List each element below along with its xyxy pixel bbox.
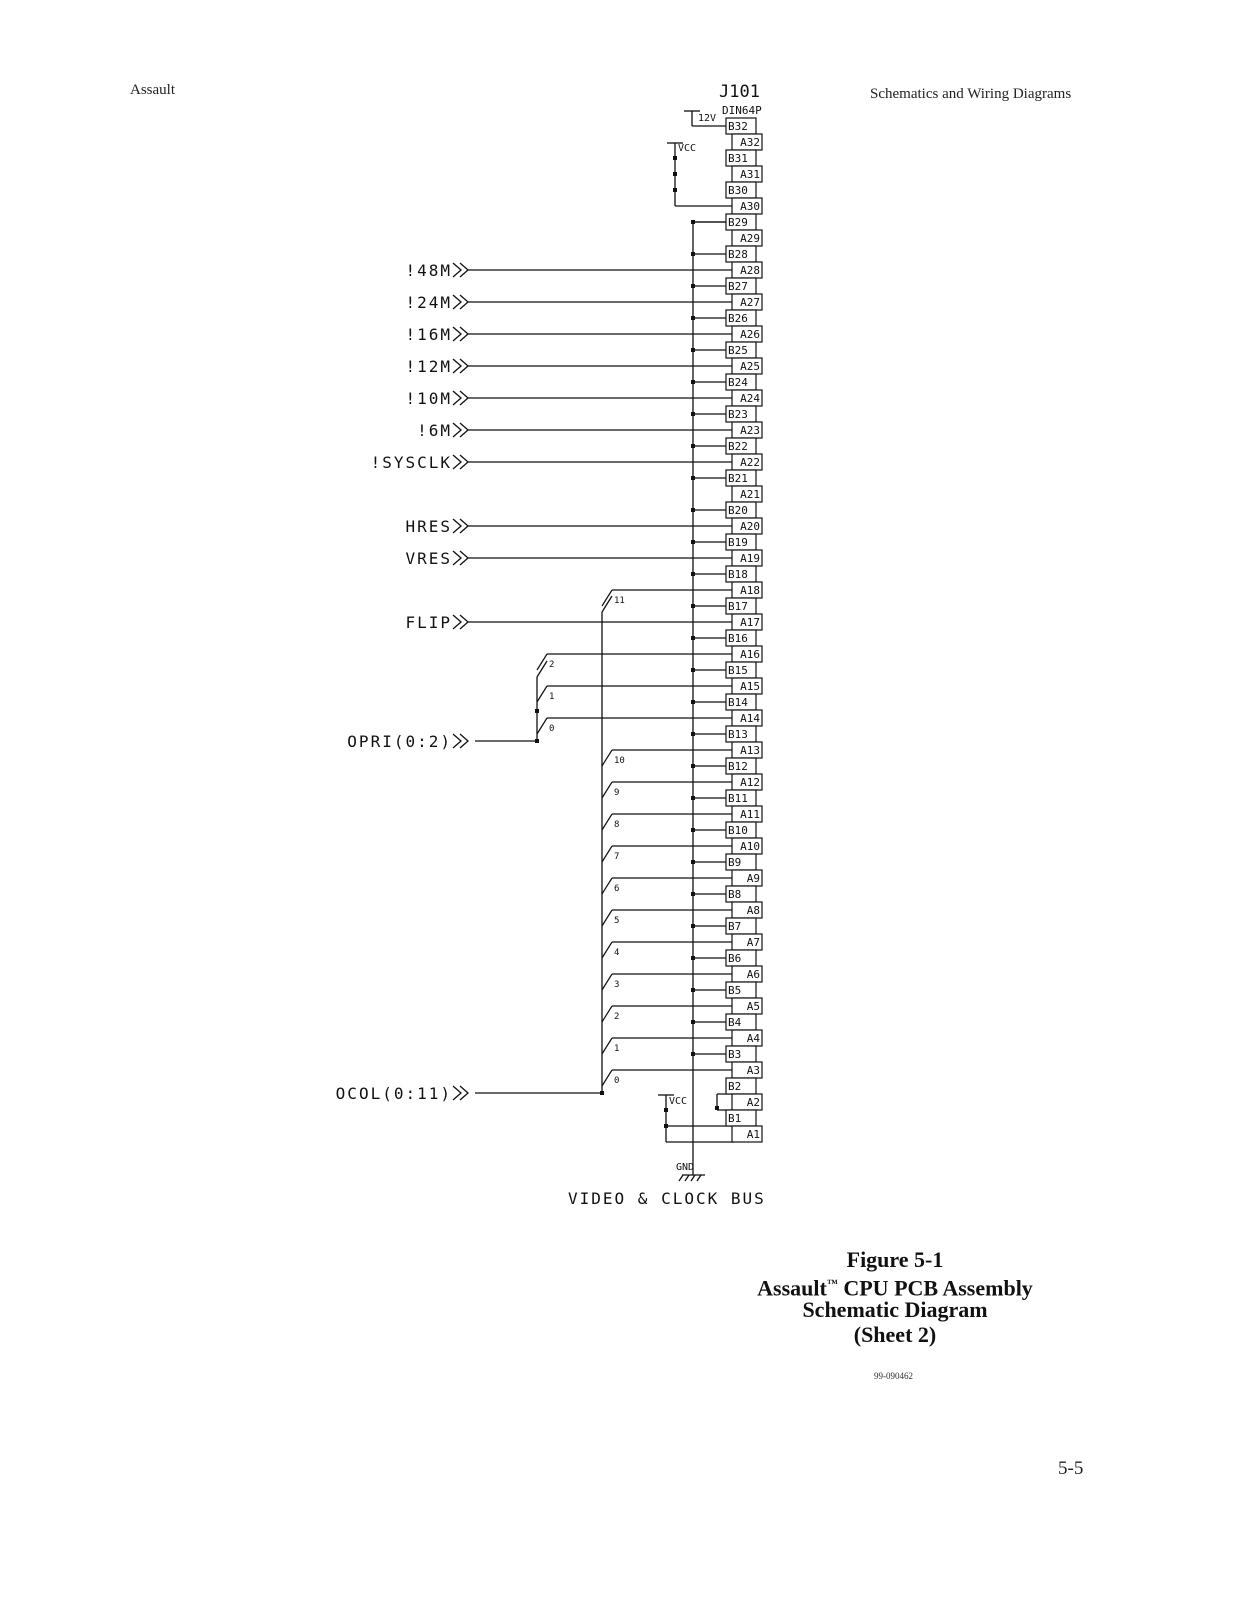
svg-text:A7: A7 — [746, 936, 760, 949]
ocol-bit-3 — [602, 974, 732, 990]
pin-a19 — [732, 550, 762, 566]
pin-a9 — [732, 870, 762, 886]
svg-text:A23: A23 — [740, 424, 760, 437]
signal-16m — [405, 325, 732, 344]
pin-a22 — [732, 454, 762, 470]
svg-text:!10M: !10M — [405, 389, 452, 408]
svg-text:A20: A20 — [740, 520, 760, 533]
gnd-junction — [691, 956, 695, 960]
pin-b19 — [726, 534, 756, 550]
svg-text:6: 6 — [614, 884, 620, 894]
pin-b31 — [726, 150, 756, 166]
pin-a4 — [732, 1030, 762, 1046]
gnd-junction — [691, 316, 695, 320]
svg-text:!6M: !6M — [417, 421, 452, 440]
ocol-bit-4 — [602, 942, 732, 958]
signal-24m — [405, 293, 732, 312]
svg-text:A27: A27 — [740, 296, 760, 309]
power-12v-label: 12V — [698, 113, 717, 124]
pin-a23 — [732, 422, 762, 438]
signal-10m — [405, 389, 732, 408]
svg-text:A21: A21 — [740, 488, 760, 501]
signal-flip — [405, 613, 732, 632]
signal-hres — [405, 517, 732, 536]
gnd-junction — [691, 828, 695, 832]
pin-b11 — [726, 790, 756, 806]
svg-text:A18: A18 — [740, 584, 760, 597]
pin-b26 — [726, 310, 756, 326]
pin-a5 — [732, 998, 762, 1014]
svg-text:B22: B22 — [728, 440, 748, 453]
svg-text:4: 4 — [614, 948, 620, 958]
svg-text:A19: A19 — [740, 552, 760, 565]
svg-text:A8: A8 — [746, 904, 760, 917]
svg-text:A9: A9 — [746, 872, 760, 885]
svg-text:2: 2 — [614, 1012, 620, 1022]
ground-taps — [691, 220, 726, 1056]
svg-text:A16: A16 — [740, 648, 760, 661]
svg-text:VRES: VRES — [405, 549, 452, 568]
svg-text:B7: B7 — [728, 920, 742, 933]
svg-text:A3: A3 — [746, 1064, 760, 1077]
pin-b13 — [726, 726, 756, 742]
figure-sheet: (Sheet 2) — [853, 1322, 937, 1347]
figure-number: Figure 5-1 — [846, 1247, 944, 1272]
svg-text:FLIP: FLIP — [405, 613, 452, 632]
svg-text:B2: B2 — [728, 1080, 742, 1093]
signal-48m — [405, 261, 732, 280]
svg-text:!12M: !12M — [405, 357, 452, 376]
pin-b25 — [726, 342, 756, 358]
svg-text:B19: B19 — [728, 536, 748, 549]
ocol-bit-5 — [602, 910, 732, 926]
gnd-junction — [691, 380, 695, 384]
pin-a6 — [732, 966, 762, 982]
pin-b23 — [726, 406, 756, 422]
svg-text:B18: B18 — [728, 568, 748, 581]
svg-text:B23: B23 — [728, 408, 748, 421]
svg-text:B26: B26 — [728, 312, 748, 325]
svg-text:A26: A26 — [740, 328, 760, 341]
ocol-label — [336, 1084, 468, 1103]
pin-b24 — [726, 374, 756, 390]
pin-a2 — [732, 1094, 762, 1110]
pin-a28 — [732, 262, 762, 278]
svg-text:A13: A13 — [740, 744, 760, 757]
svg-text:!SYSCLK: !SYSCLK — [370, 453, 452, 472]
opri-bit-1 — [537, 686, 732, 702]
pin-b6 — [726, 950, 756, 966]
svg-text:B5: B5 — [728, 984, 742, 997]
pin-a8 — [732, 902, 762, 918]
pin-a26 — [732, 326, 762, 342]
svg-text:A1: A1 — [746, 1128, 760, 1141]
svg-text:B30: B30 — [728, 184, 748, 197]
pin-b4 — [726, 1014, 756, 1030]
pin-b2 — [726, 1078, 756, 1094]
trademark-mark: ™ — [826, 1278, 838, 1290]
svg-text:B29: B29 — [728, 216, 748, 229]
svg-text:B25: B25 — [728, 344, 748, 357]
ocol-bit-1 — [602, 1038, 732, 1054]
opri-label — [347, 732, 468, 751]
gnd-junction — [691, 540, 695, 544]
gnd-junction — [691, 252, 695, 256]
svg-text:B17: B17 — [728, 600, 748, 613]
gnd-label: GND — [676, 1162, 695, 1173]
connector-ref: J101 — [719, 82, 760, 102]
svg-text:B1: B1 — [728, 1112, 742, 1125]
svg-text:B24: B24 — [728, 376, 748, 389]
svg-text:3: 3 — [614, 980, 620, 990]
svg-text:0: 0 — [549, 724, 555, 734]
svg-text:B27: B27 — [728, 280, 748, 293]
signal-vres — [405, 549, 732, 568]
gnd-junction — [691, 732, 695, 736]
ocol-bit-10 — [602, 750, 732, 766]
gnd-junction — [691, 988, 695, 992]
svg-text:B4: B4 — [728, 1016, 742, 1029]
ocol-bit-11 — [602, 590, 732, 606]
svg-text:B11: B11 — [728, 792, 748, 805]
page-number: 5-5 — [1058, 1458, 1084, 1479]
pin-a13 — [732, 742, 762, 758]
svg-text:HRES: HRES — [405, 517, 452, 536]
signal-6m — [417, 421, 732, 440]
svg-text:B10: B10 — [728, 824, 748, 837]
gnd-junction — [691, 668, 695, 672]
svg-text:1: 1 — [614, 1044, 620, 1054]
svg-text:A24: A24 — [740, 392, 760, 405]
svg-text:B15: B15 — [728, 664, 748, 677]
gnd-junction — [691, 284, 695, 288]
pin-b9 — [726, 854, 756, 870]
svg-text:A11: A11 — [740, 808, 760, 821]
gnd-junction — [691, 796, 695, 800]
connector-pins — [726, 118, 762, 1142]
figure-title-line2: Schematic Diagram — [802, 1297, 988, 1322]
running-header-left: Assault — [130, 82, 175, 98]
figure-title-rest: CPU PCB Assembly — [837, 1275, 1033, 1301]
pin-a30 — [732, 198, 762, 214]
pin-b14 — [726, 694, 756, 710]
opri-bus — [347, 654, 732, 751]
svg-text:A5: A5 — [746, 1000, 760, 1013]
svg-text:A25: A25 — [740, 360, 760, 373]
vcc-top-label: VCC — [678, 143, 697, 154]
svg-text:A15: A15 — [740, 680, 760, 693]
pin-a29 — [732, 230, 762, 246]
svg-text:B16: B16 — [728, 632, 748, 645]
svg-text:B12: B12 — [728, 760, 748, 773]
opri-bit-2 — [537, 654, 732, 670]
pin-b27 — [726, 278, 756, 294]
svg-text:B20: B20 — [728, 504, 748, 517]
pin-b17 — [726, 598, 756, 614]
svg-text:11: 11 — [614, 596, 625, 606]
pin-b5 — [726, 982, 756, 998]
svg-text:2: 2 — [549, 660, 555, 670]
pin-b3 — [726, 1046, 756, 1062]
svg-text:A12: A12 — [740, 776, 760, 789]
pin-a7 — [732, 934, 762, 950]
gnd-junction — [691, 892, 695, 896]
svg-text:!16M: !16M — [405, 325, 452, 344]
svg-text:A17: A17 — [740, 616, 760, 629]
svg-text:10: 10 — [614, 756, 625, 766]
gnd-junction — [691, 700, 695, 704]
gnd-junction — [691, 572, 695, 576]
ocol-bit-7 — [602, 846, 732, 862]
gnd-junction — [691, 636, 695, 640]
pin-b30 — [726, 182, 756, 198]
svg-text:A4: A4 — [746, 1032, 760, 1045]
gnd-junction — [691, 604, 695, 608]
svg-text:B21: B21 — [728, 472, 748, 485]
svg-text:A32: A32 — [740, 136, 760, 149]
gnd-junction — [691, 220, 695, 224]
svg-text:B3: B3 — [728, 1048, 742, 1061]
svg-text:5: 5 — [614, 916, 620, 926]
connector-part: DIN64P — [722, 104, 762, 117]
figure-title-name: Assault — [757, 1275, 827, 1301]
pin-b20 — [726, 502, 756, 518]
svg-text:B32: B32 — [728, 120, 748, 133]
svg-text:B14: B14 — [728, 696, 748, 709]
pin-a17 — [732, 614, 762, 630]
pin-a12 — [732, 774, 762, 790]
vcc-bottom-label: VCC — [669, 1096, 688, 1107]
svg-text:!24M: !24M — [405, 293, 452, 312]
pin-b29 — [726, 214, 756, 230]
ocol-bit-8 — [602, 814, 732, 830]
svg-text:A30: A30 — [740, 200, 760, 213]
running-header-right: Schematics and Wiring Diagrams — [870, 86, 1072, 102]
svg-text:8: 8 — [614, 820, 620, 830]
svg-text:0: 0 — [614, 1076, 620, 1086]
svg-text:A2: A2 — [746, 1096, 760, 1109]
ocol-bit-0 — [602, 1070, 732, 1086]
pin-a27 — [732, 294, 762, 310]
pin-a32 — [732, 134, 762, 150]
svg-text:9: 9 — [614, 788, 620, 798]
svg-text:A29: A29 — [740, 232, 760, 245]
pin-b12 — [726, 758, 756, 774]
signal-lines — [371, 261, 732, 632]
pin-a24 — [732, 390, 762, 406]
pin-a15 — [732, 678, 762, 694]
gnd-junction — [691, 1020, 695, 1024]
svg-text:OPRI(0:2): OPRI(0:2) — [347, 732, 452, 751]
svg-text:B28: B28 — [728, 248, 748, 261]
gnd-junction — [691, 508, 695, 512]
pin-b1 — [726, 1110, 756, 1126]
svg-text:1: 1 — [549, 692, 555, 702]
svg-text:B13: B13 — [728, 728, 748, 741]
pin-a3 — [732, 1062, 762, 1078]
pin-b8 — [726, 886, 756, 902]
gnd-junction — [691, 444, 695, 448]
gnd-junction — [691, 860, 695, 864]
pin-a16 — [732, 646, 762, 662]
svg-text:!48M: !48M — [405, 261, 452, 280]
ocol-bit-6 — [602, 878, 732, 894]
svg-text:A28: A28 — [740, 264, 760, 277]
opri-bit-0 — [537, 718, 732, 734]
pin-a14 — [732, 710, 762, 726]
svg-text:A31: A31 — [740, 168, 760, 181]
pin-a18 — [732, 582, 762, 598]
gnd-junction — [691, 348, 695, 352]
bus-title: VIDEO & CLOCK BUS — [568, 1189, 766, 1208]
pin-a10 — [732, 838, 762, 854]
signal-sysclk — [371, 453, 732, 472]
pin-a25 — [732, 358, 762, 374]
pin-a31 — [732, 166, 762, 182]
pin-b22 — [726, 438, 756, 454]
svg-text:B31: B31 — [728, 152, 748, 165]
gnd-junction — [691, 412, 695, 416]
pin-a21 — [732, 486, 762, 502]
pin-b18 — [726, 566, 756, 582]
gnd-junction — [691, 476, 695, 480]
ocol-bus — [336, 590, 732, 1103]
gnd-junction — [691, 1052, 695, 1056]
pin-b7 — [726, 918, 756, 934]
pin-b32 — [726, 118, 756, 134]
ocol-bit-2 — [602, 1006, 732, 1022]
svg-text:B8: B8 — [728, 888, 742, 901]
gnd-junction — [691, 764, 695, 768]
svg-text:A6: A6 — [746, 968, 760, 981]
pin-b16 — [726, 630, 756, 646]
pin-a11 — [732, 806, 762, 822]
svg-text:7: 7 — [614, 852, 620, 862]
pin-b15 — [726, 662, 756, 678]
pin-b10 — [726, 822, 756, 838]
ocol-bit-9 — [602, 782, 732, 798]
schematic-wires — [475, 111, 735, 1181]
pin-a20 — [732, 518, 762, 534]
svg-text:B6: B6 — [728, 952, 742, 965]
svg-text:A22: A22 — [740, 456, 760, 469]
document-number: 99-090462 — [874, 1371, 913, 1381]
signal-12m — [405, 357, 732, 376]
pin-b28 — [726, 246, 756, 262]
gnd-junction — [691, 924, 695, 928]
svg-text:B9: B9 — [728, 856, 742, 869]
svg-text:A10: A10 — [740, 840, 760, 853]
svg-text:A14: A14 — [740, 712, 760, 725]
pin-a1 — [732, 1126, 762, 1142]
svg-text:OCOL(0:11): OCOL(0:11) — [335, 1084, 452, 1103]
pin-b21 — [726, 470, 756, 486]
